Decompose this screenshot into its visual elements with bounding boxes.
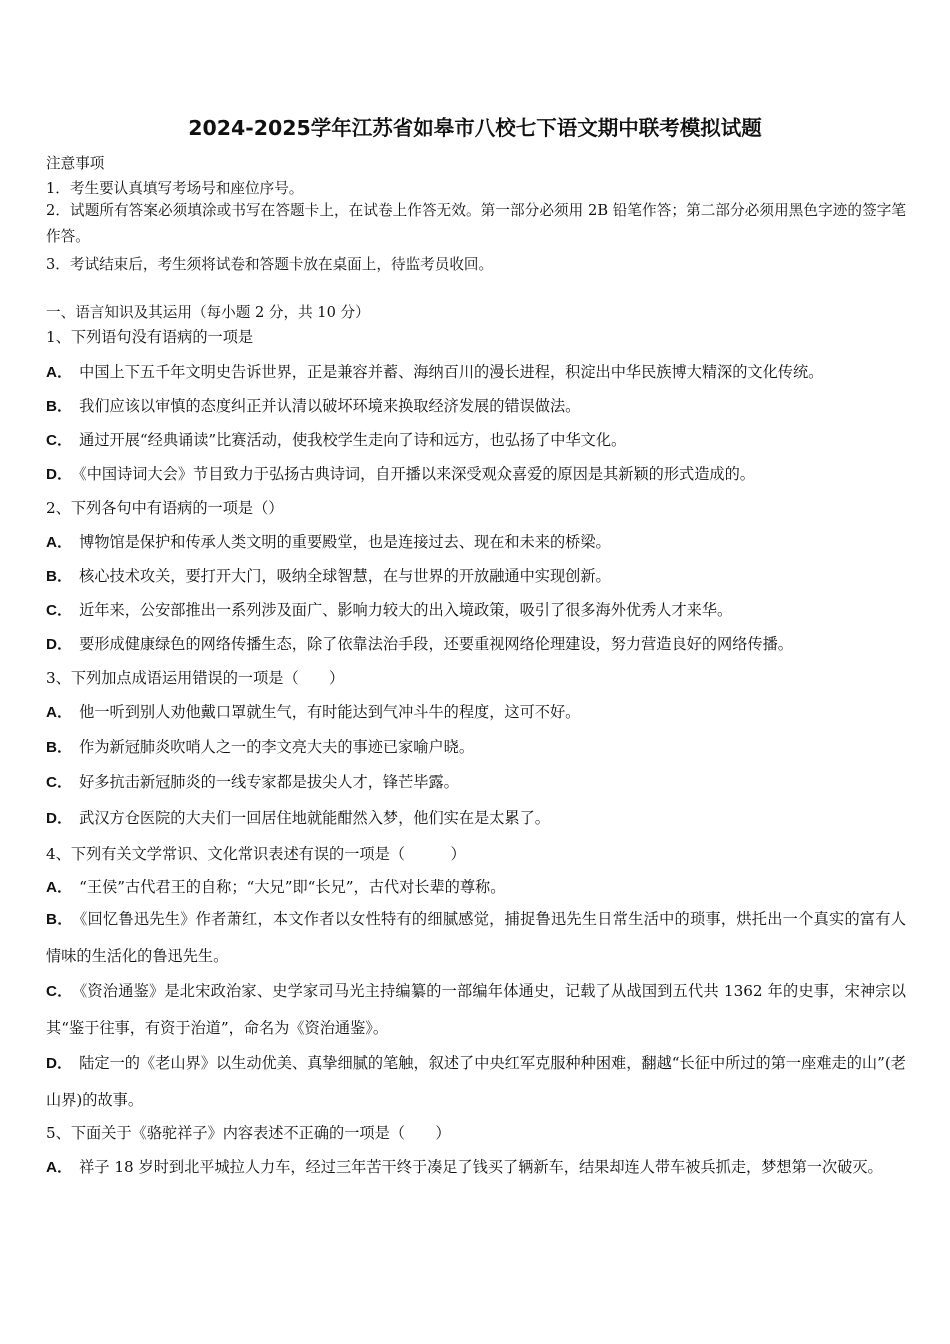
notice-heading: 注意事项	[46, 155, 105, 172]
question-4-option-a	[46, 876, 505, 897]
option-text: 祥子 18 岁时到北平城拉人力车，经过三年苦干终于凑足了钱买了辆新车，结果却连人带车被兵抓走，梦想第一次破灭。	[79, 1158, 883, 1176]
option-letter: B．	[46, 398, 73, 415]
question-2-option-b	[46, 565, 611, 586]
question-5-stem: 5、下面关于《骆驼祥子》内容表述不正确的一项是（ ）	[46, 1124, 451, 1142]
question-2-stem: 2、下列各句中有语病的一项是（）	[46, 499, 284, 517]
question-1-option-b	[46, 395, 580, 416]
section-heading: 一、语言知识及其运用（每小题 2 分，共 10 分）	[46, 304, 370, 321]
question-2-option-a	[46, 531, 611, 552]
question-1-option-c	[46, 429, 626, 450]
option-text: 通过开展“经典诵读”比赛活动，使我校学生走向了诗和远方，也弘扬了中华文化。	[79, 431, 627, 449]
exam-title: 2024-2025学年江苏省如皋市八校七下语文期中联考模拟试题	[188, 116, 762, 140]
option-letter: C．	[46, 774, 73, 791]
question-3-option-b	[46, 736, 474, 757]
option-letter: D．	[46, 466, 73, 483]
question-5-option-a	[46, 1149, 906, 1186]
question-3-option-d	[46, 807, 550, 828]
option-letter: C．	[46, 432, 73, 449]
option-text: 作为新冠肺炎吹哨人之一的李文亮大夫的事迹已家喻户晓。	[79, 738, 475, 756]
question-4-stem: 4、下列有关文学常识、文化常识表述有误的一项是（ ）	[46, 845, 466, 863]
question-4-option-b	[46, 901, 906, 974]
option-letter: C．	[46, 602, 73, 619]
question-3-stem: 3、下列加点成语运用错误的一项是（ ）	[46, 669, 345, 687]
option-letter: D．	[46, 810, 73, 827]
option-text: “王侯”古代君王的自称；“大兄”即“长兄”，古代对长辈的尊称。	[79, 878, 506, 896]
option-text: 《中国诗词大会》节目致力于弘扬古典诗词，自开播以来深受观众喜爱的原因是其新颖的形式造成的。	[79, 465, 755, 483]
option-letter: A．	[46, 879, 73, 896]
notice-item-2: 2．试题所有答案必须填涂或书写在答题卡上，在试卷上作答无效。第一部分必须用 2B 铅笔作答；第二部分必须用黑色字迹的签字笔作答。	[46, 202, 906, 245]
question-2-option-d	[46, 633, 793, 654]
option-text: 近年来，公安部推出一系列涉及面广、影响力较大的出入境政策，吸引了很多海外优秀人才来华。	[79, 601, 733, 619]
option-text: 陆定一的《老山界》以生动优美、真挚细腻的笔触，叙述了中央红军克服种种困难，翻越“长征中所过的第一座难走的山”(老山界)的故事。	[46, 1054, 906, 1109]
question-2-option-c	[46, 599, 732, 620]
notice-item-1: 1．考生要认真填写考场号和座位序号。	[46, 180, 304, 197]
option-letter: B．	[46, 739, 73, 756]
question-1-stem: 1、下列语句没有语病的一项是	[46, 328, 254, 346]
option-text: 要形成健康绿色的网络传播生态，除了依靠法治手段，还要重视网络伦理建设，努力营造良好的网络传播。	[79, 635, 793, 653]
option-text: 《资治通鉴》是北宋政治家、史学家司马光主持编纂的一部编年体通史，记载了从战国到五代共 1362 年的史事，宋神宗以其“鉴于往事，有资于治道”，命名为《资治通鉴》。	[46, 982, 906, 1037]
question-4-option-c	[46, 973, 906, 1046]
option-text: 核心技术攻关，要打开大门，吸纳全球智慧，在与世界的开放融通中实现创新。	[79, 567, 611, 585]
option-letter: A．	[46, 1159, 73, 1176]
option-letter: D．	[46, 636, 73, 653]
option-text: 中国上下五千年文明史告诉世界，正是兼容并蓄、海纳百川的漫长进程，积淀出中华民族博大精深的文化传统。	[79, 363, 824, 381]
option-text: 博物馆是保护和传承人类文明的重要殿堂，也是连接过去、现在和未来的桥梁。	[79, 533, 611, 551]
option-letter: A．	[46, 364, 73, 381]
question-3-option-c	[46, 771, 459, 792]
option-text: 我们应该以审慎的态度纠正并认清以破坏环境来换取经济发展的错误做法。	[79, 397, 581, 415]
question-1-option-a	[46, 361, 823, 382]
question-4-option-d	[46, 1045, 906, 1118]
option-letter: A．	[46, 534, 73, 551]
option-text: 《回忆鲁迅先生》作者萧红，本文作者以女性特有的细腻感觉，捕捉鲁迅先生日常生活中的琐事，烘托出一个真实的富有人情味的生活化的鲁迅先生。	[46, 910, 907, 965]
option-text: 他一听到别人劝他戴口罩就生气，有时能达到气冲斗牛的程度，这可不好。	[79, 703, 581, 721]
option-letter: B．	[46, 568, 73, 585]
question-1-option-d	[46, 463, 755, 484]
option-text: 武汉方仓医院的大夫们一回居住地就能酣然入梦，他们实在是太累了。	[79, 809, 550, 827]
option-letter: A．	[46, 704, 73, 721]
option-letter: C．	[46, 983, 73, 1000]
option-letter: D．	[46, 1055, 73, 1072]
option-text: 好多抗击新冠肺炎的一线专家都是拔尖人才，锋芒毕露。	[79, 773, 459, 791]
notice-item-3: 3．考试结束后，考生须将试卷和答题卡放在桌面上，待监考员收回。	[46, 256, 494, 273]
question-3-option-a	[46, 701, 580, 722]
option-letter: B．	[46, 911, 73, 928]
